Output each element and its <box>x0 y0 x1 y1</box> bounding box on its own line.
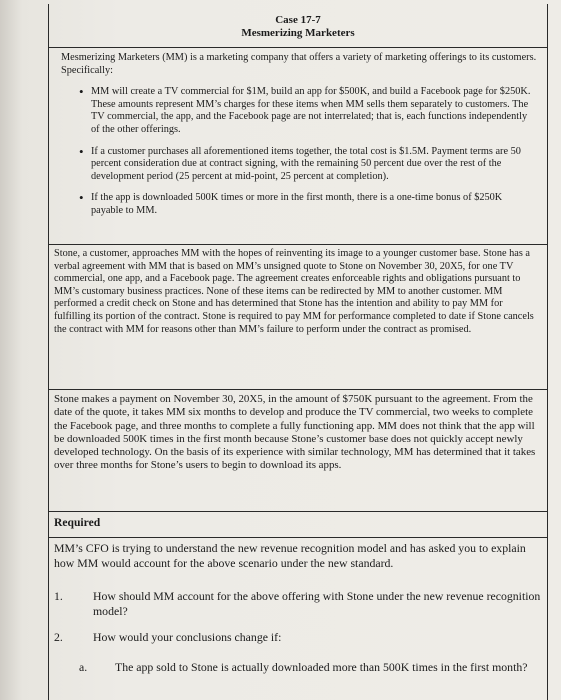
case-title: Mesmerizing Marketers <box>241 27 355 39</box>
subquestion-text: The app sold to Stone is actually downloaded more than 500K times in the first month? <box>115 660 528 674</box>
subquestion-letter: a. <box>79 660 88 674</box>
required-text: MM’s CFO is trying to understand the new revenue recognition model and has asked you to explain how MM would account for the above scenario under the new standard. <box>54 541 526 570</box>
required-heading: Required <box>54 516 101 529</box>
payment-paragraph: Stone makes a payment on November 30, 20X5, in the amount of $750K pursuant to the agreement. From the date of the quote, it takes MM six months to develop and produce the TV commercial, two weeks to complete the Facebook page, and three months to complete a fully functioning app. MM does not think that the app will be downloaded 500K times in the first month because Stone’s customer base does not quickly accept newly developed technology. On the basis of its experience with similar technology, MM has determined that it takes over three months for Stone’s users to begin to download its apps. <box>54 393 536 472</box>
case-box <box>48 4 548 700</box>
bullet-item: • If the app is downloaded 500K times or more in the first month, there is a one-time bonus of $250K payable to MM. <box>61 192 539 217</box>
bullet-item: • MM will create a TV commercial for $1M, build an app for $500K, and build a Facebook page for $250K. These amounts represent MM’s charges for these items when MM sells them separately to customers. The TV commercial, the app, and the Facebook page are not interrelated; that is, each functions independently of the other offerings. <box>61 86 539 136</box>
case-header <box>49 4 547 48</box>
question-number: 2. <box>54 630 63 644</box>
question-item <box>49 589 547 618</box>
intro-text: Mesmerizing Marketers (MM) is a marketing company that offers a variety of marketing offerings to its customers. Specifically: <box>61 52 537 76</box>
offering-list <box>61 86 539 217</box>
question-item <box>49 630 547 645</box>
case-number: Case 17-7 <box>275 14 321 26</box>
intro-section <box>49 50 547 218</box>
bullet-item: • If a customer purchases all aforementioned items together, the total cost is $1.5M. Payment terms are 50 percent consideration due at contract signing, with the remaining 50 percent due over the rest of the development period (25 percent at mid-point, 25 percent at completion). <box>61 146 539 184</box>
required-section <box>49 511 547 537</box>
question-number: 1. <box>54 589 63 603</box>
stone-section <box>49 244 547 336</box>
subquestion-item <box>49 660 547 675</box>
payment-section <box>49 389 547 473</box>
question-text: How would your conclusions change if: <box>93 630 282 644</box>
stone-paragraph: Stone, a customer, approaches MM with the hopes of reinventing its image to a younger customer base. Stone has a verbal agreement with MM that is based on MM’s unsigned quote to Stone on November 30, 20X5, for one TV commercial, one app, and a Facebook page. The agreement creates enforceable rights and obligations pursuant to MM’s customary business practices. None of these items can be redirected by MM to another customer. MM performed a credit check on Stone and has determined that Stone has the intention and ability to pay MM for fulfilling its portion of the contract. Stone is required to pay MM for performance completed to date if Stone cancels the contract with MM for reasons other than MM’s failure to perform under the contract as promised. <box>54 248 534 335</box>
question-text: How should MM account for the above offering with Stone under the new revenue recognition model? <box>93 589 541 618</box>
required-body <box>49 537 547 570</box>
